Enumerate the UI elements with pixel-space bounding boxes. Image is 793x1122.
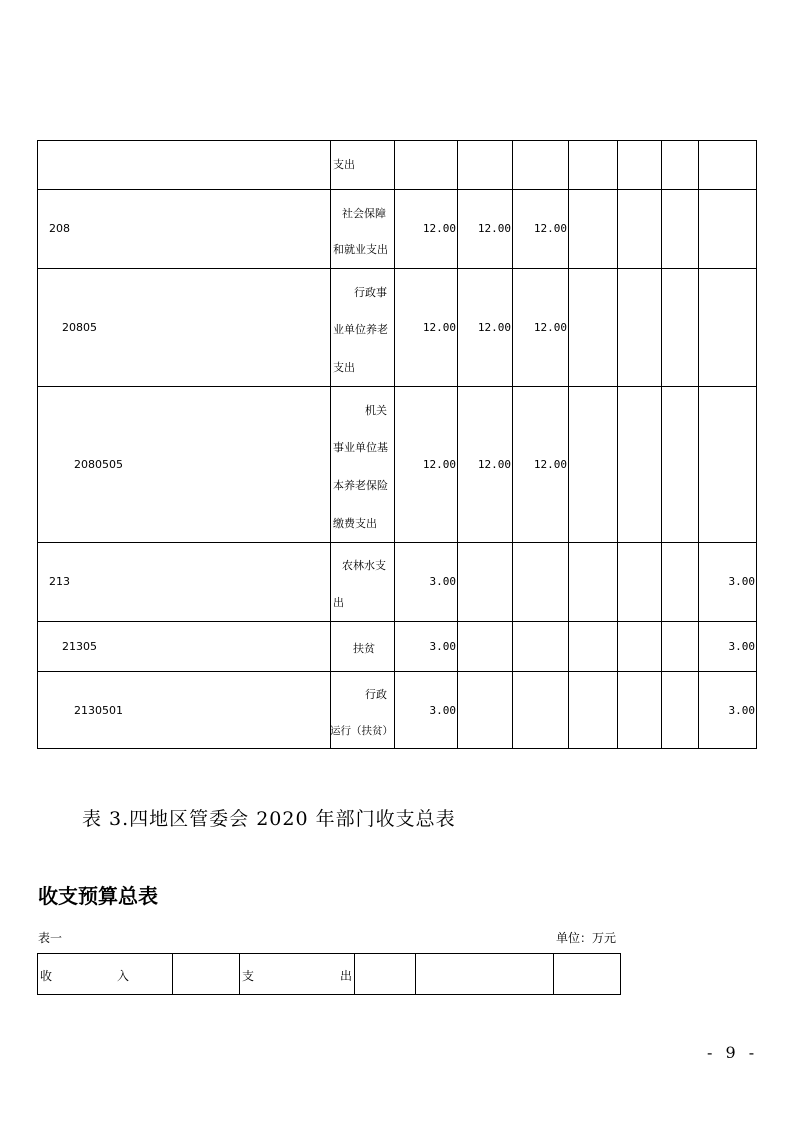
- row-divider: [37, 621, 756, 622]
- column-divider: [415, 953, 416, 995]
- table-border-bottom: [37, 748, 756, 749]
- row-name-line: 和就业支出: [333, 243, 388, 256]
- row-name-line: 行政事: [354, 286, 387, 299]
- page-number: - 9 -: [707, 1043, 759, 1062]
- row-name-line: 支出: [333, 158, 355, 171]
- cell-value: 12.00: [422, 321, 456, 334]
- cell-value: 3.00: [728, 640, 755, 653]
- row-code: 208: [49, 222, 70, 235]
- row-divider: [37, 671, 756, 672]
- row-code: 2130501: [74, 704, 123, 717]
- row-name-line: 农林水支: [342, 559, 386, 572]
- cell-value: 12.00: [533, 458, 567, 471]
- column-divider: [617, 140, 618, 749]
- column-divider: [620, 953, 621, 995]
- table-border-bottom: [37, 994, 621, 995]
- column-divider: [354, 953, 355, 995]
- cell-value: 12.00: [477, 222, 511, 235]
- row-code: 21305: [62, 640, 97, 653]
- row-name-line: 运行（扶贫）: [330, 725, 393, 737]
- cell-value: 3.00: [728, 575, 755, 588]
- table-label: 表一: [38, 931, 63, 945]
- column-divider: [568, 140, 569, 749]
- column-divider: [553, 953, 554, 995]
- cell-value: 3.00: [429, 640, 456, 653]
- cell-value: 12.00: [422, 222, 456, 235]
- row-name-line: 行政: [365, 688, 387, 701]
- row-divider: [37, 189, 756, 190]
- cell-value: 12.00: [477, 458, 511, 471]
- row-name-line: 事业单位基: [333, 441, 388, 454]
- cell-value: 12.00: [533, 321, 567, 334]
- header-income-left: 收: [40, 969, 53, 983]
- unit-label: 单位：万元: [556, 931, 617, 945]
- row-name-line: 缴费支出: [333, 517, 377, 530]
- row-name-line: 业单位养老: [333, 323, 388, 336]
- cell-value: 12.00: [477, 321, 511, 334]
- cell-value: 3.00: [429, 575, 456, 588]
- row-name-line: 扶贫: [353, 642, 375, 655]
- row-name-line: 社会保障: [342, 207, 386, 220]
- column-divider: [698, 140, 699, 749]
- column-divider: [239, 953, 240, 995]
- row-divider: [37, 386, 756, 387]
- row-divider: [37, 542, 756, 543]
- column-divider: [756, 140, 757, 749]
- column-divider: [330, 140, 331, 749]
- row-code: 2080505: [74, 458, 123, 471]
- header-income-right: 入: [117, 969, 130, 983]
- header-expense-left: 支: [242, 969, 255, 983]
- column-divider: [37, 140, 38, 749]
- table-caption: 表 3.四地区管委会 2020 年部门收支总表: [82, 808, 456, 830]
- cell-value: 12.00: [533, 222, 567, 235]
- row-name-line: 机关: [365, 404, 387, 417]
- row-code: 20805: [62, 321, 97, 334]
- row-name-line: 出: [333, 596, 344, 609]
- section-title: 收支预算总表: [38, 884, 158, 908]
- row-name-line: 本养老保险: [333, 479, 388, 492]
- cell-value: 12.00: [422, 458, 456, 471]
- column-divider: [172, 953, 173, 995]
- table-border-top: [37, 140, 756, 141]
- row-code: 213: [49, 575, 70, 588]
- cell-value: 3.00: [728, 704, 755, 717]
- header-expense-right: 出: [340, 969, 353, 983]
- row-divider: [37, 268, 756, 269]
- column-divider: [661, 140, 662, 749]
- cell-value: 3.00: [429, 704, 456, 717]
- table-border-top: [37, 953, 621, 954]
- column-divider: [37, 953, 38, 995]
- column-divider: [394, 140, 395, 749]
- row-name-line: 支出: [333, 361, 355, 374]
